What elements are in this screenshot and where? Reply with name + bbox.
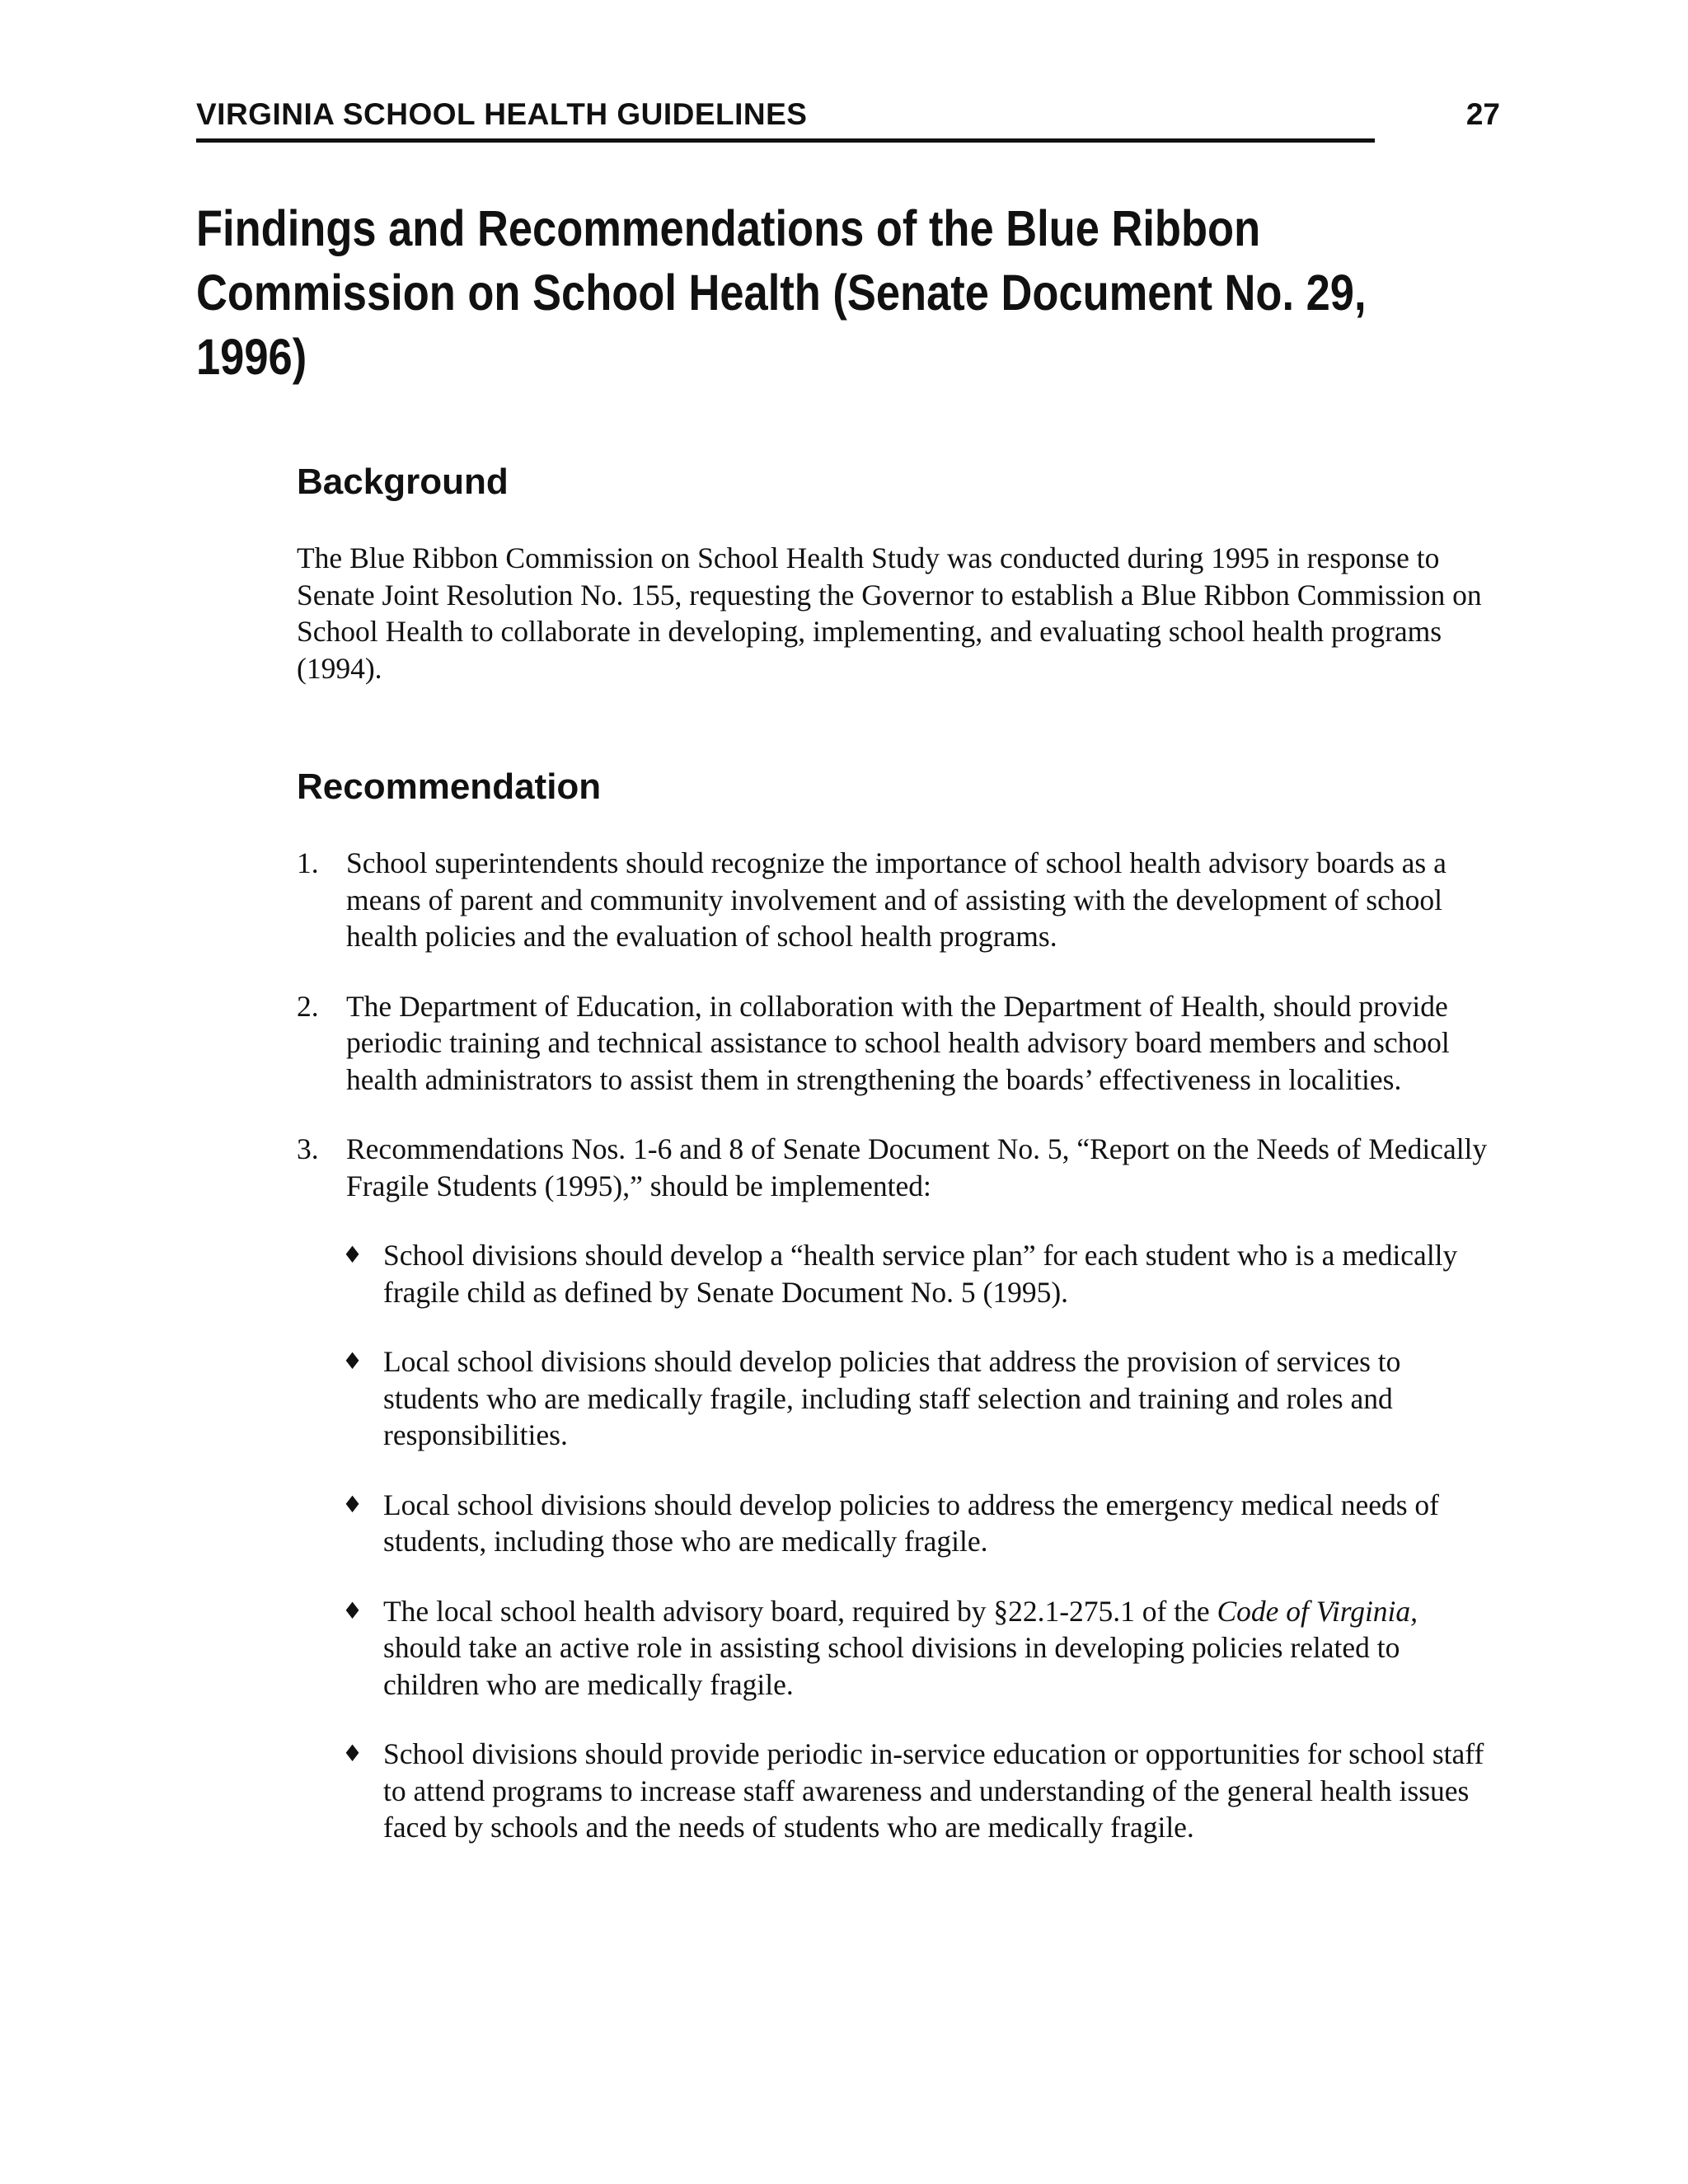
- sub-item-text: Local school divisions should develop policies to address the emergency medical needs of students, including those who are medically fragile.: [383, 1488, 1439, 1558]
- recommendation-heading: Recommendation: [297, 766, 602, 807]
- running-header: [196, 97, 1500, 147]
- sub-item-1: [334, 1237, 1500, 1310]
- header-rule: [196, 138, 1375, 143]
- sub-item-text-before: The local school health advisory board, required by §22.1-275.1 of the: [383, 1594, 1217, 1628]
- code-of-virginia-citation: Code of Virginia,: [1217, 1594, 1418, 1628]
- background-paragraph: The Blue Ribbon Commission on School Health Study was conducted during 1995 in response to Senate Joint Resolution No. 155, requesting the Governor to establish a Blue Ribbon Commission on School Health to collaborate in developing, implementing, and evaluating school health programs (1994).: [297, 541, 1482, 685]
- sub-item-text: School divisions should provide periodic in-service education or opportunities for school staff to attend programs to increase staff awareness and understanding of the general health issues faced by schools and the needs of students who are medically fragile.: [383, 1737, 1484, 1844]
- diamond-bullet-icon: ♦: [342, 1740, 363, 1767]
- page-title: Findings and Recommendations of the Blue Ribbon Commission on School Health (Senate Document No. 29, 1996): [196, 200, 1367, 385]
- recommendation-list: [297, 845, 1500, 1879]
- recommendation-item-2: [297, 988, 1500, 1099]
- sub-item-text-after: should take an active role in assisting school divisions in developing policies related to children who are medically fragile.: [383, 1631, 1400, 1701]
- diamond-bullet-icon: ♦: [342, 1347, 363, 1375]
- recommendation-item-1: [297, 845, 1500, 955]
- sub-item-2: [334, 1343, 1500, 1454]
- page-number: 27: [1465, 97, 1500, 131]
- sub-recommendation-list: [334, 1237, 1500, 1846]
- sub-item-4: [334, 1593, 1500, 1704]
- sub-item-3: [334, 1487, 1500, 1560]
- diamond-bullet-icon: ♦: [342, 1490, 363, 1518]
- item-number: 1.: [297, 846, 319, 879]
- item-text: The Department of Education, in collaboration with the Department of Health, should provide periodic training and technical assistance to school health advisory board members and school health administrators to assist them in strengthening the boards’ effectiveness in localities.: [346, 989, 1450, 1096]
- diamond-bullet-icon: ♦: [342, 1596, 363, 1624]
- recommendation-item-3: [297, 1131, 1500, 1846]
- item-number: 2.: [297, 989, 319, 1023]
- item-number: 3.: [297, 1132, 319, 1165]
- item-text: School superintendents should recognize the importance of school health advisory boards as a means of parent and community involvement and of assisting with the development of school health policies and the evaluation of school health programs.: [346, 846, 1447, 953]
- header-title: VIRGINIA SCHOOL HEALTH GUIDELINES: [196, 97, 808, 131]
- sub-item-text: School divisions should develop a “health service plan” for each student who is a medically fragile child as defined by Senate Document No. 5 (1995).: [383, 1239, 1458, 1309]
- sub-item-text: Local school divisions should develop policies that address the provision of services to students who are medically fragile, including staff selection and training and roles and responsibilities.: [383, 1345, 1401, 1451]
- item-text: Recommendations Nos. 1-6 and 8 of Senate Document No. 5, “Report on the Needs of Medically Fragile Students (1995),” should be implemented:: [346, 1132, 1488, 1202]
- background-heading: Background: [297, 462, 509, 502]
- sub-item-5: [334, 1736, 1500, 1846]
- diamond-bullet-icon: ♦: [342, 1241, 363, 1268]
